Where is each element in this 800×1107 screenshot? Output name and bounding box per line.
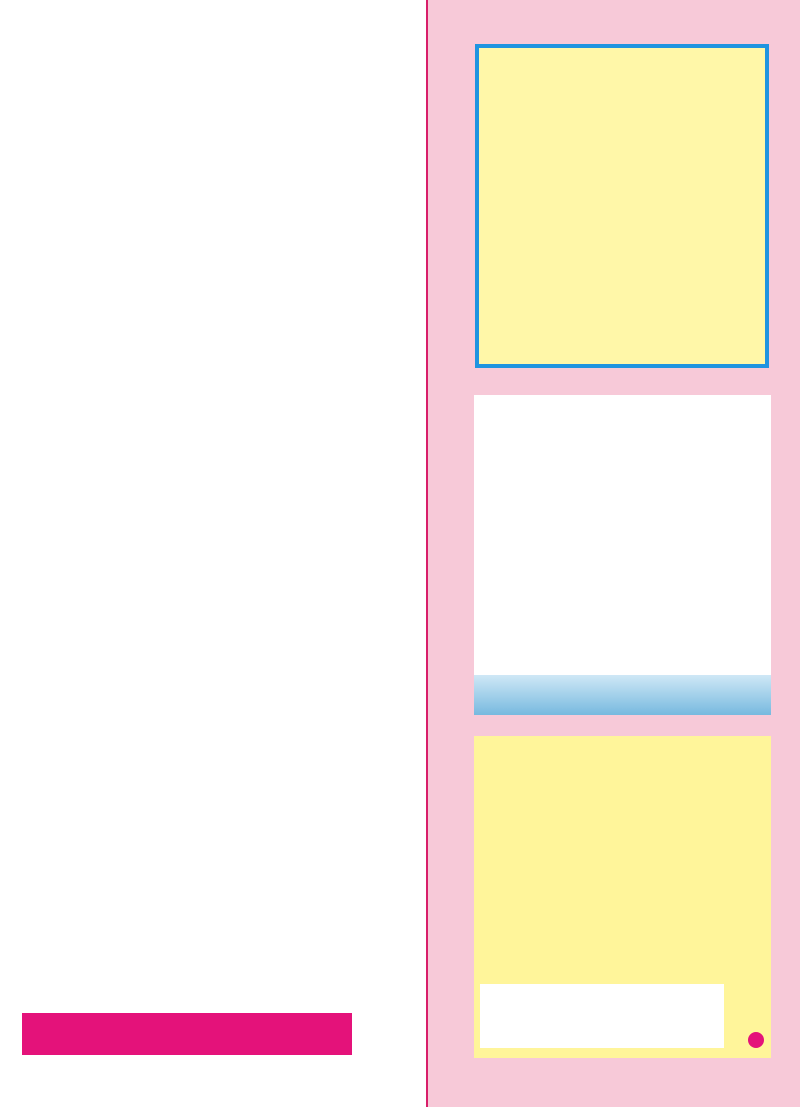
notice-box xyxy=(22,1013,352,1055)
page-divider xyxy=(426,0,428,1107)
zhyoo-ad xyxy=(474,395,771,715)
page-footer xyxy=(22,1075,48,1091)
sea-image xyxy=(474,675,771,715)
recruit-ad xyxy=(475,44,769,368)
hk-contact-box xyxy=(480,984,724,1048)
hk-tour-ad xyxy=(474,736,771,1058)
price-seal xyxy=(748,1032,764,1048)
